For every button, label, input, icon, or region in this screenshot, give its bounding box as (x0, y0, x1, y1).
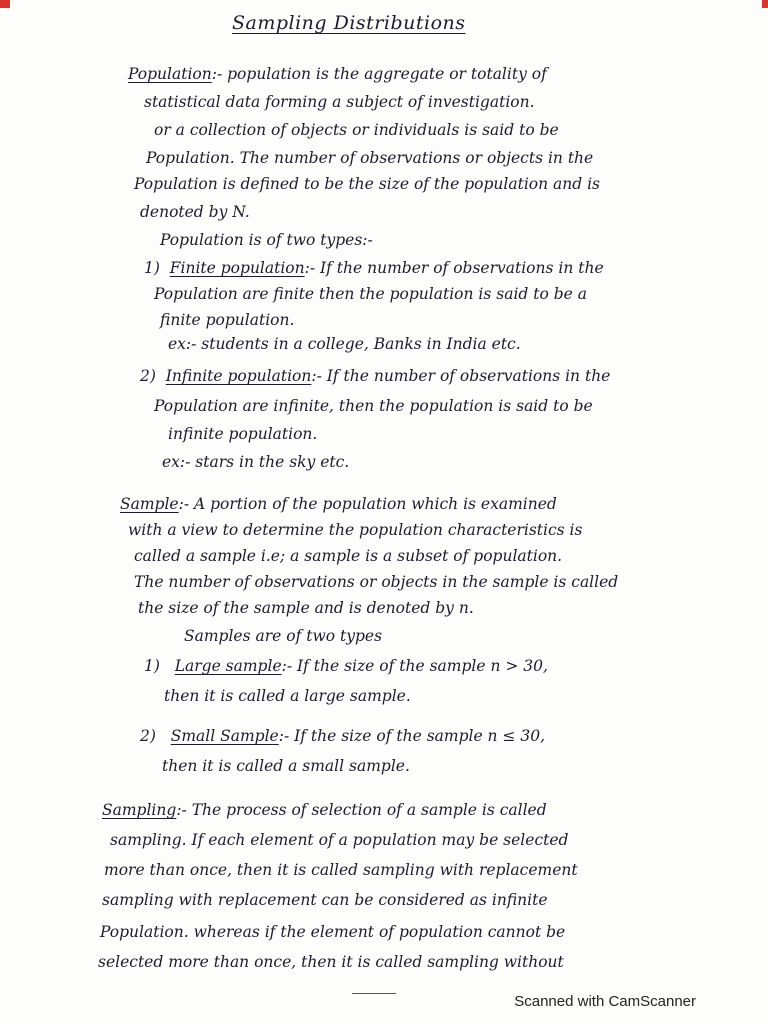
infinite-population-label: Infinite population (165, 367, 312, 385)
finite-population-label: Finite population (169, 259, 305, 277)
sample-heading: Sample (120, 495, 179, 513)
sampling-line-2: sampling. If each element of a population may be selected (110, 831, 569, 849)
sample-types-intro: Samples are of two types (184, 627, 383, 645)
sample-line-3: called a sample i.e; a sample is a subset of population. (134, 547, 563, 565)
sample-line-1: Sample:- A portion of the population which is examined (120, 495, 557, 513)
sampling-line-1: Sampling:- The process of selection of a sample is called (102, 801, 547, 819)
bottom-divider (352, 993, 396, 994)
population-line-6: denoted by N. (140, 203, 250, 221)
sampling-line-4: sampling with replacement can be considered as infinite (102, 891, 548, 909)
large-sample-line-1: 1) Large sample:- If the size of the sample n > 30, (144, 657, 548, 675)
corner-mark-right (762, 0, 768, 8)
sample-line-4: The number of observations or objects in the sample is called (134, 573, 619, 591)
corner-mark-left (0, 0, 10, 8)
sampling-line-5: Population. whereas if the element of population cannot be (100, 923, 566, 941)
small-sample-line-1: 2) Small Sample:- If the size of the sample n ≤ 30, (140, 727, 546, 745)
large-sample-label: Large sample (174, 657, 282, 675)
large-sample-line-2: then it is called a large sample. (164, 687, 411, 705)
small-sample-line-2: then it is called a small sample. (162, 757, 410, 775)
finite-example: ex:- students in a college, Banks in India etc. (168, 335, 521, 353)
sampling-line-3: more than once, then it is called sampling with replacement (104, 861, 578, 879)
population-line-3: or a collection of objects or individuals is said to be (154, 121, 559, 139)
small-sample-label: Small Sample (170, 727, 279, 745)
finite-line-1: 1) Finite population:- If the number of observations in the (144, 259, 604, 277)
infinite-example: ex:- stars in the sky etc. (162, 453, 350, 471)
population-line-4: Population. The number of observations or objects in the (146, 149, 594, 167)
population-heading: Population (128, 65, 212, 83)
population-types-intro: Population is of two types:- (160, 231, 373, 249)
sample-line-5: the size of the sample and is denoted by n. (138, 599, 474, 617)
camscanner-footer: Scanned with CamScanner (514, 993, 696, 1010)
finite-line-3: finite population. (160, 311, 295, 329)
population-line-1: Population:- population is the aggregate or totality of (128, 65, 547, 83)
infinite-line-3: infinite population. (168, 425, 318, 443)
infinite-line-1: 2) Infinite population:- If the number of observations in the (140, 367, 611, 385)
infinite-line-2: Population are infinite, then the population is said to be (154, 397, 593, 415)
population-line-5: Population is defined to be the size of the population and is (134, 175, 601, 193)
sampling-heading: Sampling (102, 801, 177, 819)
finite-line-2: Population are finite then the population is said to be a (154, 285, 588, 303)
sample-line-2: with a view to determine the population characteristics is (128, 521, 583, 539)
population-line-2: statistical data forming a subject of investigation. (144, 93, 535, 111)
page-title: Sampling Distributions (232, 12, 466, 34)
sampling-line-6: selected more than once, then it is called sampling without (98, 953, 564, 971)
